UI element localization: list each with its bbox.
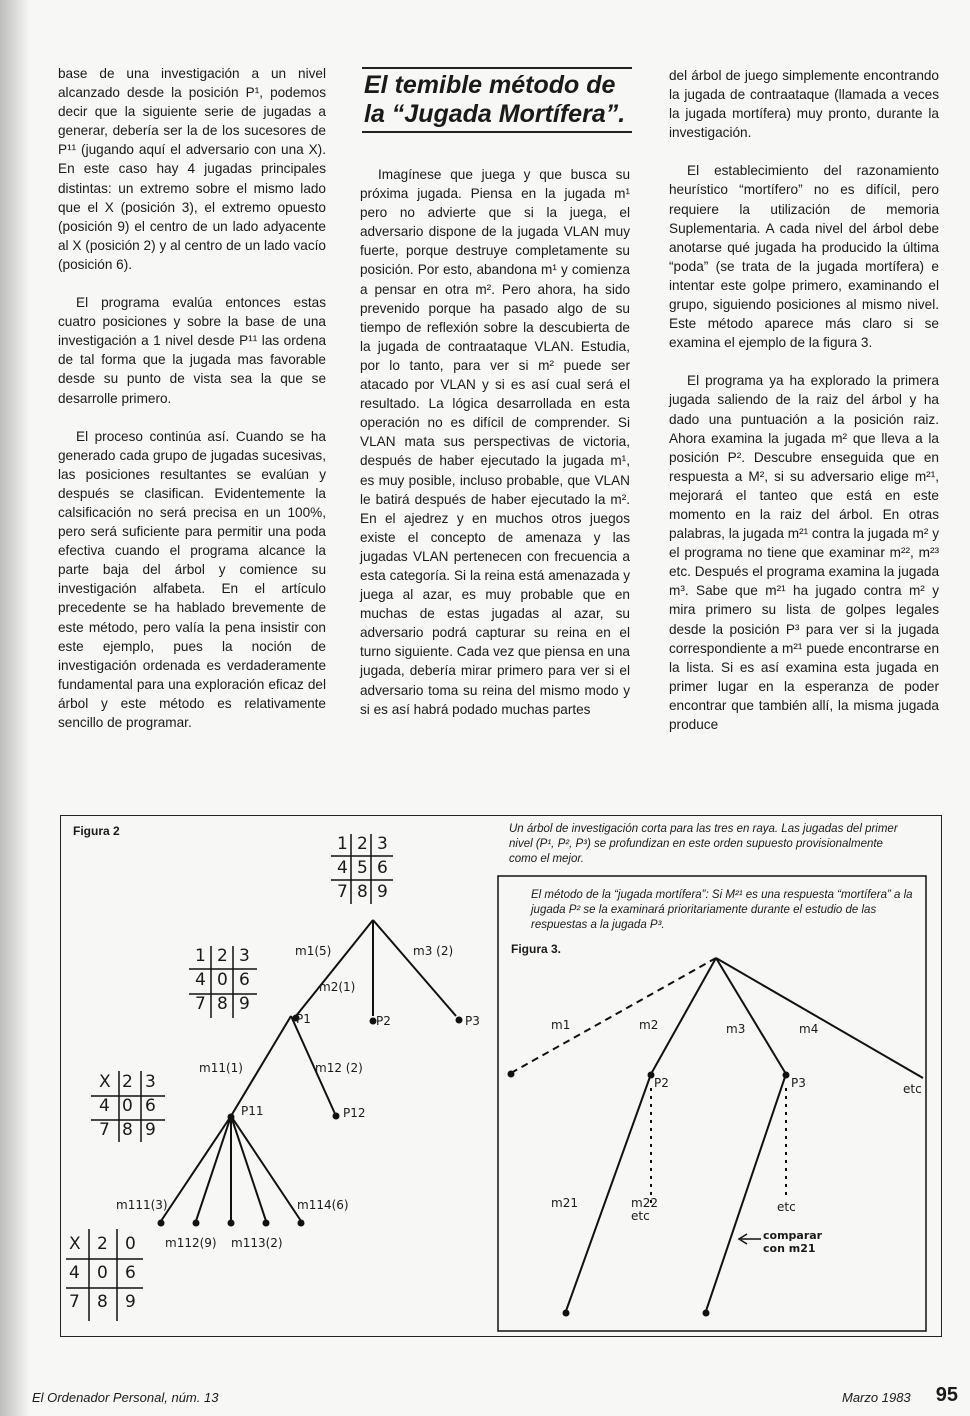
grid-cell: 3 xyxy=(145,1072,156,1092)
figure-panel xyxy=(60,815,942,1337)
paragraph: base de una investigación a un nivel alcanzado desde la posición P¹, podemos decir que la siguiente serie de jugadas a generar, debería ser la de los sucesores de P¹¹ (jugando aquí el adversario con una X). En este caso hay 4 jugadas principales distintas: un extremo sobre el mismo lado que el X (posición 3), el extremo opuesto (posición 9) el centro de un lado adyacente al X (posición 2) y al centro de un lado vacío (posición 6). xyxy=(58,66,326,272)
label-p1: P1 xyxy=(296,1012,311,1026)
label-m12: m12 (2) xyxy=(315,1061,363,1075)
label-m111: m111(3) xyxy=(116,1198,168,1212)
paragraph: del árbol de juego simplemente encontrando la jugada de contraataque (llamada a veces la jugada mortífera) muy pronto, durante la investigación. xyxy=(669,68,939,141)
grid-cell: 1 xyxy=(337,834,348,854)
footer-publication: El Ordenador Personal, núm. 13 xyxy=(32,1390,219,1405)
edge-m3 xyxy=(373,920,456,1016)
grid-cell: 2 xyxy=(217,946,228,966)
label-p2: P2 xyxy=(376,1014,391,1028)
f3-label-p3: P3 xyxy=(791,1076,806,1090)
paragraph: El programa evalúa entonces estas cuatro posiciones y sobre la base de una investigación a 1 nivel desde P¹¹ las ordena de tal forma que la jugada mas favorable desde su punto de vista sea la que se desarrolle primero. xyxy=(58,295,326,406)
edge-f3-p3-down xyxy=(706,1074,786,1311)
page-edge-shadow xyxy=(0,0,30,1416)
grid-cell: 4 xyxy=(195,970,206,990)
grid-cell: 0 xyxy=(217,970,228,990)
f3-label-m3: m3 xyxy=(726,1022,746,1036)
edge-f3-m1 xyxy=(511,958,716,1073)
label-m114: m114(6) xyxy=(297,1198,349,1212)
grid-cell: 9 xyxy=(145,1120,156,1140)
page-number: 95 xyxy=(935,1384,958,1406)
footer-date: Marzo 1983 xyxy=(842,1390,911,1405)
grid-cell: 7 xyxy=(69,1292,80,1312)
label-p3: P3 xyxy=(465,1014,480,1028)
paragraph: El proceso continúa así. Cuando se ha generado cada grupo de jugadas sucesivas, las posiciones resultantes se evalúan y después se clasifican. Evidentemente la calsificación no será precisa en un 100%, pero será suficiente para permitir una poda efectiva cuando el programa alcance la parte baja del árbol y comience su investigación alfabeta. En el artículo precedente se ha hablado brevemente de este método, pero valía la pena insistir con este ejemplo, pues la noción de investigación ordenada es verdaderamente fundamental para una exploración eficaz del árbol y este método es relativamente sencillo de programar. xyxy=(58,428,326,730)
grid-cell: X xyxy=(69,1234,81,1254)
f3-label-m2: m2 xyxy=(639,1018,659,1032)
grid-cell: 4 xyxy=(337,858,348,878)
grid-cell: 4 xyxy=(69,1263,80,1283)
text-column-2 xyxy=(360,165,630,738)
f3-label-m4: m4 xyxy=(799,1022,819,1036)
label-m1: m1(5) xyxy=(295,944,332,958)
figure3-label: Figura 3. xyxy=(511,942,562,956)
grid-cell: 5 xyxy=(357,858,368,878)
edge-m114a xyxy=(231,1116,266,1221)
grid-cell: 7 xyxy=(337,882,348,902)
edge-m112 xyxy=(196,1116,231,1221)
figure2-label: Figura 2 xyxy=(73,824,120,838)
edge-m111 xyxy=(161,1116,231,1221)
f3-label-compare: comparar xyxy=(763,1229,823,1242)
label-m11: m11(1) xyxy=(199,1061,243,1075)
text-column-1 xyxy=(58,64,326,751)
f3-label-compare2: con m21 xyxy=(763,1242,816,1255)
edge-m1 xyxy=(296,920,373,1016)
grid-cell: 6 xyxy=(145,1096,156,1116)
grid-cell: 8 xyxy=(97,1292,108,1312)
text-column-3 xyxy=(669,66,939,753)
grid-cell: 7 xyxy=(195,994,206,1014)
grid-cell: 6 xyxy=(239,970,250,990)
f3-label-etc-right: etc xyxy=(903,1082,922,1096)
edge-f3-m21 xyxy=(566,1074,651,1311)
grid-cell: 0 xyxy=(122,1096,133,1116)
figure2-caption: Un árbol de investigación corta para las tres en raya. Las jugadas del primer nivel (P¹, P², P³) se profundizan en este orden supuesto provisionalmente como el mejor. xyxy=(509,823,898,865)
label-m113: m113(2) xyxy=(231,1236,283,1250)
grid-cell: 0 xyxy=(125,1234,136,1254)
grid-cell: 2 xyxy=(357,834,368,854)
grid-cell: X xyxy=(99,1072,111,1092)
f3-label-p2: P2 xyxy=(654,1076,669,1090)
label-p11: P11 xyxy=(241,1104,264,1118)
paragraph: Imagínese que juega y que busca su próxima jugada. Piensa en la jugada m¹ pero no advierte que si la juega, el adversario dispone de la jugada VLAN muy fuerte, porque destruye completamente su posición. Por esto, abandona m¹ y comienza a pensar en otra m². Pero ahora, ha sido prevenido porque ha pasado algo de su tiempo de reflexión sobre la descubierta de la jugada de contraataque VLAN. Estudia, por lo tanto, para ver si m² puede ser atacado por VLAN y si es así cual será el resultado. La lógica desarrollada en esta operación no es difícil de comprender. Si VLAN mata sus perspectivas de victoria, después de haber ejecutado la jugada m¹, es muy posible, incluso probable, que VLAN le batirá después de haber ejecutado la m². En el ajedrez y en muchos otros juegos existe el concepto de amenaza y las jugadas VLAN pertenecen con frecuencia a esta categoría. Si la reina está amenazada y juega al azar, es muy probable que en muchas de estas jugadas al azar, su adversario podrá capturar su reina en el turno siguiente. Cada vez que piensa en una jugada, debería mirar primero para ver si el adversario toma su reina del mismo modo y si es así habrá podado muchas partes xyxy=(360,167,630,717)
article-title-box xyxy=(362,67,632,133)
grid-cell: 7 xyxy=(99,1120,110,1140)
grid-cell: 3 xyxy=(239,946,250,966)
f3-label-m1: m1 xyxy=(551,1018,571,1032)
grid-cell: 8 xyxy=(357,882,368,902)
edge-f3-m3 xyxy=(716,958,786,1074)
grid-cell: 9 xyxy=(377,882,388,902)
label-m2: m2(1) xyxy=(319,980,356,994)
grid-cell: 4 xyxy=(99,1096,110,1116)
grid-cell: 9 xyxy=(125,1292,136,1312)
paragraph: El programa ya ha explorado la primera jugada saliendo de la raiz del árbol y ha dado una puntuación a la posición raiz. Ahora examina la jugada m² que lleva a la posición P². Descubre enseguida que en respuesta a M², si su adversario elige m²¹, mejorará el tanteo que está en este momento en la raiz del árbol. En otras palabras, la jugada m²¹ contra la jugada m² y el programa no tiene que examinar m²², m²³ etc. Después el programa examina la jugada m³. Sabe que m²¹ ha jugado contra m² y mira primero su lista de golpes legales desde la posición P³ para ver si la jugada correspondiente a m²¹ puede encontrarse en la lista. Si es así examina esta jugada en primer lugar en la esperanza de poder encontrar que también allí, la misma jugada produce xyxy=(669,373,939,732)
grid-cell: 6 xyxy=(125,1263,136,1283)
grid-cell: 6 xyxy=(377,858,388,878)
grid-cell: 8 xyxy=(217,994,228,1014)
grid-cell: 2 xyxy=(97,1234,108,1254)
label-m3: m3 (2) xyxy=(413,944,454,958)
label-p12: P12 xyxy=(343,1106,366,1120)
grid-cell: 3 xyxy=(377,834,388,854)
grid-cell: 8 xyxy=(122,1120,133,1140)
edge-f3-m4 xyxy=(716,958,923,1078)
grid-cell: 9 xyxy=(239,994,250,1014)
article-title: El temible método de la “Jugada Mortífera”. xyxy=(364,71,626,128)
edge-m114 xyxy=(231,1116,301,1221)
grid-cell: 0 xyxy=(97,1263,108,1283)
f3-label-m21: m21 xyxy=(551,1196,578,1210)
figure3-caption: El método de la “jugada mortífera”: Si M²¹ es una respuesta “mortífera” a la jugada P² se la examinará prioritariamente durante el estudio de las respuestas a la jugada P³. xyxy=(531,889,913,931)
paragraph: El establecimiento del razonamiento heurístico “mortífero” no es difícil, pero requiere la utilización de memoria Suplementaria. A cada nivel del árbol debe anotarse qué jugada ha producido la última “poda” (se trata de la jugada mortífera) e intentar este golpe primero, examinando el grupo, siguiendo posiciones al mismo nivel. Este método aparece más claro si se examina el ejemplo de la figura 3. xyxy=(669,163,939,351)
f3-label-m22-etc: etc xyxy=(631,1209,650,1223)
label-m112: m112(9) xyxy=(165,1236,217,1250)
grid-cell: 1 xyxy=(195,946,206,966)
f3-label-m22: m22 xyxy=(631,1196,658,1210)
grid-cell: 2 xyxy=(122,1072,133,1092)
f3-label-etc-p3: etc xyxy=(777,1200,796,1214)
